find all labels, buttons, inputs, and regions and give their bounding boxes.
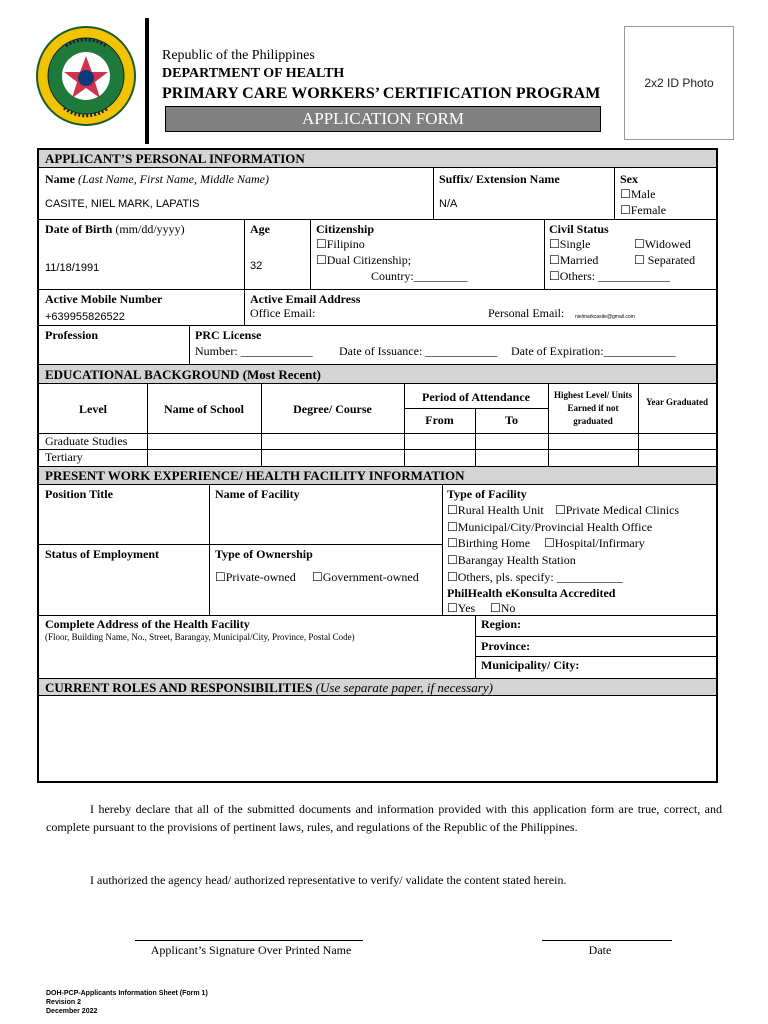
citizenship-filipino-checkbox[interactable]: ☐Filipino [316, 237, 365, 251]
civil-status-label: Civil Status [549, 222, 609, 236]
dob-label: Date of Birth (mm/dd/yyyy) [45, 222, 185, 236]
civil-others-checkbox[interactable]: ☐Others: ____________ [549, 269, 671, 283]
footer-form-id: DOH-PCP-Applicants Information Sheet (Form 1) [46, 990, 208, 997]
form-title: APPLICATION FORM [165, 106, 601, 132]
region-label: Region: [481, 617, 521, 631]
header-department: DEPARTMENT OF HEALTH [162, 66, 345, 81]
facility-barangay-checkbox[interactable]: ☐Barangay Health Station [447, 553, 576, 567]
ownership-private-checkbox[interactable]: ☐Private-owned [215, 570, 296, 584]
section-education: EDUCATIONAL BACKGROUND (Most Recent) [39, 364, 716, 384]
address-label: Complete Address of the Health Facility [45, 617, 250, 631]
edu-col-school: Name of School [164, 402, 244, 416]
suffix-field[interactable]: N/A [439, 198, 458, 210]
age-field[interactable]: 32 [250, 260, 263, 272]
municipality-label: Municipality/ City: [481, 658, 580, 672]
facility-birthing-checkbox[interactable]: ☐Birthing Home [447, 536, 531, 550]
profession-label: Profession [45, 328, 99, 342]
ownership-government-checkbox[interactable]: ☐Government-owned [312, 570, 419, 584]
mobile-field[interactable]: +639955826522 [45, 311, 125, 323]
facility-rhu-checkbox[interactable]: ☐Rural Health Unit [447, 503, 544, 517]
sex-male-checkbox[interactable]: ☐Male [620, 187, 656, 201]
type-of-facility-label: Type of Facility [447, 487, 527, 501]
section-roles: CURRENT ROLES AND RESPONSIBILITIES (Use separate paper, if necessary) [39, 678, 716, 696]
edu-row-tertiary: Tertiary [45, 450, 83, 464]
prc-expiration-field[interactable]: Date of Expiration:____________ [511, 344, 676, 358]
roles-textarea[interactable] [39, 696, 716, 781]
office-email-field[interactable]: Office Email: [250, 306, 316, 320]
edu-col-from: From [425, 413, 454, 427]
footer-revision: Revision 2 [46, 999, 82, 1006]
civil-widowed-checkbox[interactable]: ☐Widowed [634, 237, 691, 251]
mobile-label: Active Mobile Number [45, 292, 163, 306]
province-label: Province: [481, 639, 531, 653]
edu-col-period: Period of Attendance [422, 390, 530, 404]
section-work: PRESENT WORK EXPERIENCE/ HEALTH FACILITY INFORMATION [39, 466, 716, 485]
edu-col-degree: Degree/ Course [293, 402, 372, 416]
philhealth-yes-checkbox[interactable]: ☐Yes [447, 601, 476, 615]
personal-email-label: Personal Email: [488, 306, 565, 320]
sex-label: Sex [620, 172, 638, 186]
personal-email-field[interactable]: nielmarkcasite@gmail.com [575, 314, 635, 320]
edu-row-graduate: Graduate Studies [45, 434, 128, 448]
date-label: Date [588, 943, 612, 957]
facility-municipal-checkbox[interactable]: ☐Municipal/City/Provincial Health Office [447, 520, 653, 534]
civil-single-checkbox[interactable]: ☐Single [549, 237, 591, 251]
citizenship-country-field[interactable]: Country:_________ [371, 269, 468, 283]
philhealth-no-checkbox[interactable]: ☐No [490, 601, 516, 615]
prc-number-field[interactable]: Number: ____________ [195, 344, 313, 358]
citizenship-dual-checkbox[interactable]: ☐Dual Citizenship; [316, 253, 412, 267]
header-divider [145, 18, 149, 144]
suffix-label: Suffix/ Extension Name [439, 172, 560, 186]
sex-female-checkbox[interactable]: ☐Female [620, 203, 667, 217]
facility-others-checkbox[interactable]: ☐Others, pls. specify: ___________ [447, 570, 623, 584]
facility-name-label: Name of Facility [215, 487, 300, 501]
footer-date: December 2022 [46, 1008, 98, 1015]
facility-hospital-checkbox[interactable]: ☐Hospital/Infirmary [544, 536, 645, 550]
address-hint: (Floor, Building Name, No., Street, Barangay, Municipal/City, Province, Postal Code) [45, 632, 355, 642]
prc-issuance-field[interactable]: Date of Issuance: ____________ [339, 344, 498, 358]
citizenship-label: Citizenship [316, 222, 375, 236]
section-personal-info: APPLICANT’S PERSONAL INFORMATION [39, 150, 716, 168]
dob-field[interactable]: 11/18/1991 [45, 262, 100, 274]
edu-col-level: Level [79, 402, 107, 416]
name-label: Name (Last Name, First Name, Middle Name) [45, 172, 269, 186]
philhealth-label: PhilHealth eKonsulta Accredited [447, 586, 616, 600]
authorization-paragraph: I authorized the agency head/ authorized representative to verify/ validate the content stated herein. [90, 873, 567, 887]
facility-private-clinic-checkbox[interactable]: ☐Private Medical Clinics [555, 503, 680, 517]
ownership-label: Type of Ownership [215, 547, 313, 561]
signature-label: Applicant’s Signature Over Printed Name [150, 943, 352, 957]
civil-married-checkbox[interactable]: ☐Married [549, 253, 599, 267]
doh-seal-logo [36, 26, 136, 126]
name-field[interactable]: CASITE, NIEL MARK, LAPATIS [45, 198, 200, 210]
edu-col-to: To [505, 413, 518, 427]
header-program: PRIMARY CARE WORKERS’ CERTIFICATION PROGRAM [162, 85, 601, 102]
prc-license-label: PRC License [195, 328, 262, 342]
id-photo-label: 2x2 ID Photo [644, 76, 714, 90]
edu-col-highest: Highest Level/ Units Earned if not graduated [554, 390, 632, 426]
application-form [37, 148, 718, 783]
employment-status-label: Status of Employment [45, 547, 160, 561]
age-label: Age [250, 222, 270, 236]
id-photo-box[interactable] [624, 26, 734, 140]
declaration-paragraph: I hereby declare that all of the submitted documents and information provided with this application form are true, correct, and complete pursuant to the provisions of pertinent laws, rules, and regulations of the Republic of the Philippines. [46, 802, 722, 834]
civil-separated-checkbox[interactable]: ☐ Separated [634, 253, 696, 267]
header-republic: Republic of the Philippines [162, 48, 315, 63]
email-label: Active Email Address [250, 292, 361, 306]
edu-col-year: Year Graduated [645, 397, 709, 407]
position-title-label: Position Title [45, 487, 113, 501]
